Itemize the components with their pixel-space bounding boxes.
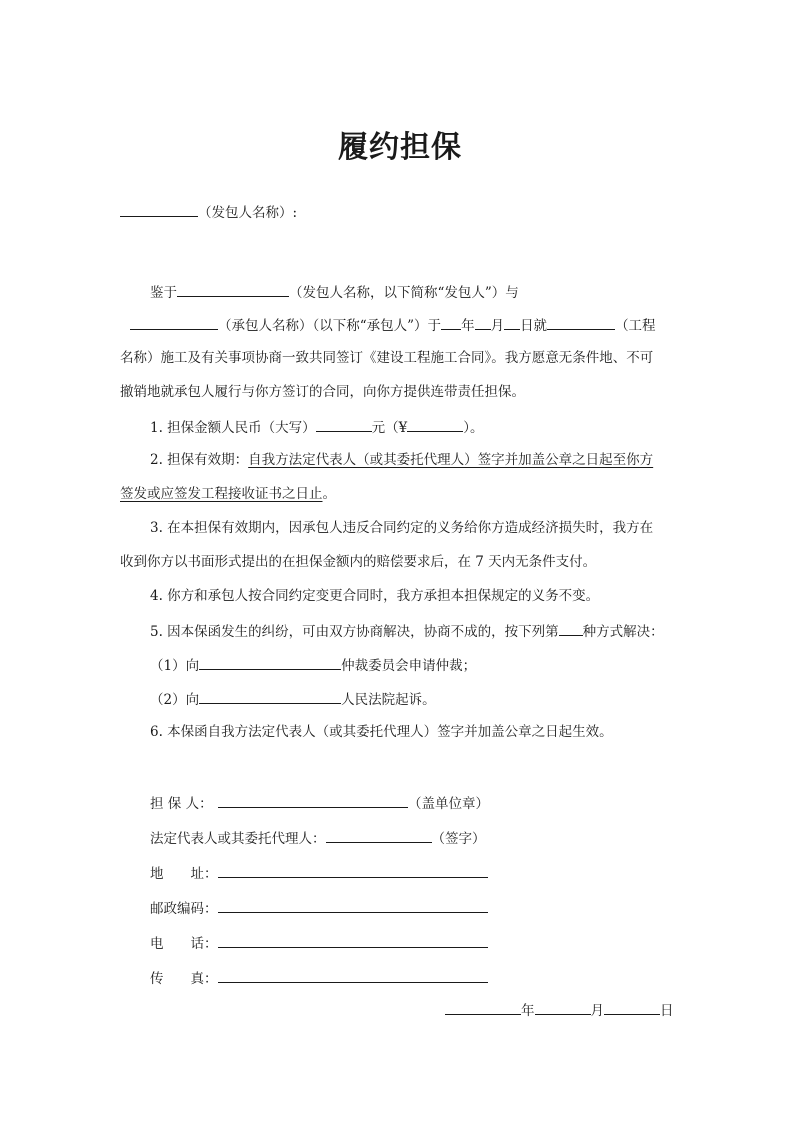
arbitration-committee-blank[interactable] — [199, 656, 341, 670]
date-day-label: 日 — [660, 1003, 674, 1019]
fax-label: 传 真： — [150, 971, 218, 987]
day-label: 日就 — [520, 318, 548, 334]
postcode-row — [150, 899, 488, 917]
representative-label: 法定代表人或其委托代理人： — [150, 831, 326, 847]
representative-note: （签字） — [431, 831, 486, 847]
preamble-line1-suffix: （发包人名称，以下简称“发包人”）与 — [289, 285, 519, 301]
validity-period-text-b: 签发或应签发工程接收证书之日止 — [120, 486, 323, 502]
project-name-blank[interactable] — [547, 316, 615, 330]
address-row — [150, 864, 488, 882]
fax-row — [150, 969, 488, 987]
item-2-line-1 — [150, 452, 653, 468]
item-5 — [150, 622, 664, 640]
addressee-suffix: （发包人名称）: — [198, 205, 298, 221]
preamble-line-1 — [150, 283, 519, 301]
date-year-label: 年 — [521, 1003, 535, 1019]
item-2-line-2 — [120, 486, 336, 502]
date-month-label: 月 — [590, 1003, 604, 1019]
item5-prefix: 5. 因本保函发生的纠纷，可由双方协商解决，协商不成的，按下列第 — [150, 624, 559, 640]
item-4: 4. 你方和承包人按合同约定变更合同时，我方承担本担保规定的义务不变。 — [150, 588, 600, 604]
option1-suffix: 仲裁委员会申请仲裁； — [341, 658, 477, 674]
court-blank[interactable] — [199, 690, 341, 704]
item-3-line-2: 收到你方以书面形式提出的在担保金额内的赔偿要求后，在 7 天内无条件支付。 — [120, 554, 597, 570]
address-blank[interactable] — [218, 864, 488, 878]
addressee-line — [120, 203, 297, 221]
phone-label: 电 话： — [150, 936, 218, 952]
validity-period-text-a: 自我方法定代表人（或其委托代理人）签字并加盖公章之日起至你方 — [248, 452, 654, 468]
item-3-line-1: 3. 在本担保有效期内，因承包人违反合同约定的义务给你方造成经济损失时，我方在 — [150, 520, 654, 536]
postcode-label: 邮政编码： — [150, 901, 218, 917]
preamble-prefix: 鉴于 — [150, 285, 177, 301]
date-day-blank[interactable] — [604, 1001, 660, 1015]
preamble-line-4: 撤销地就承包人履行与你方签订的合同，向你方提供连带责任担保。 — [120, 384, 525, 400]
preamble-line-2 — [130, 316, 656, 334]
address-label: 地 址： — [150, 866, 218, 882]
document-title: 履约担保 — [338, 130, 462, 165]
item1-end: ）。 — [463, 420, 484, 436]
guarantor-row — [150, 794, 489, 812]
contractor-name-blank[interactable] — [130, 316, 218, 330]
option1-prefix: （1）向 — [150, 658, 200, 674]
item1-mid: 元（¥ — [371, 420, 408, 436]
representative-blank[interactable] — [326, 829, 432, 843]
date-month-blank[interactable] — [535, 1001, 591, 1015]
addressee-blank[interactable] — [120, 203, 198, 217]
item2-end: 。 — [322, 486, 336, 502]
preamble-line-3: 名称）施工及有关事项协商一致共同签订《建设工程施工合同》。我方愿意无条件地、不可 — [120, 350, 654, 366]
guarantor-label: 担 保 人： — [150, 796, 213, 812]
fax-blank[interactable] — [218, 969, 488, 983]
phone-row — [150, 934, 488, 952]
item-6: 6. 本保函自我方法定代表人（或其委托代理人）签字并加盖公章之日起生效。 — [150, 724, 613, 740]
amount-figures-blank[interactable] — [407, 418, 463, 432]
amount-words-blank[interactable] — [316, 418, 372, 432]
option2-prefix: （2）向 — [150, 692, 200, 708]
day-blank[interactable] — [504, 316, 520, 330]
item-5-option-1 — [150, 656, 476, 674]
representative-row — [150, 829, 486, 847]
guarantor-note: （盖单位章） — [408, 796, 489, 812]
date-year-blank[interactable] — [445, 1001, 521, 1015]
year-label: 年 — [461, 318, 475, 334]
month-blank[interactable] — [475, 316, 491, 330]
item-5-option-2 — [150, 690, 436, 708]
preamble-line2-text: （承包人名称）（以下称“承包人”）于 — [218, 318, 442, 334]
year-blank[interactable] — [441, 316, 461, 330]
month-label: 月 — [490, 318, 505, 334]
dispute-method-blank[interactable] — [559, 622, 583, 636]
postcode-blank[interactable] — [218, 899, 488, 913]
option2-suffix: 人民法院起诉。 — [341, 692, 436, 708]
item-1 — [150, 418, 484, 436]
item2-prefix: 2. 担保有效期： — [150, 452, 249, 468]
guarantor-blank[interactable] — [218, 794, 408, 808]
preamble-line2-end: （工程 — [615, 318, 656, 334]
phone-blank[interactable] — [218, 934, 488, 948]
item5-suffix: 种方式解决： — [582, 624, 664, 640]
employer-name-blank[interactable] — [177, 283, 289, 297]
item1-prefix: 1. 担保金额人民币（大写） — [150, 420, 316, 436]
date-row — [445, 1001, 674, 1019]
